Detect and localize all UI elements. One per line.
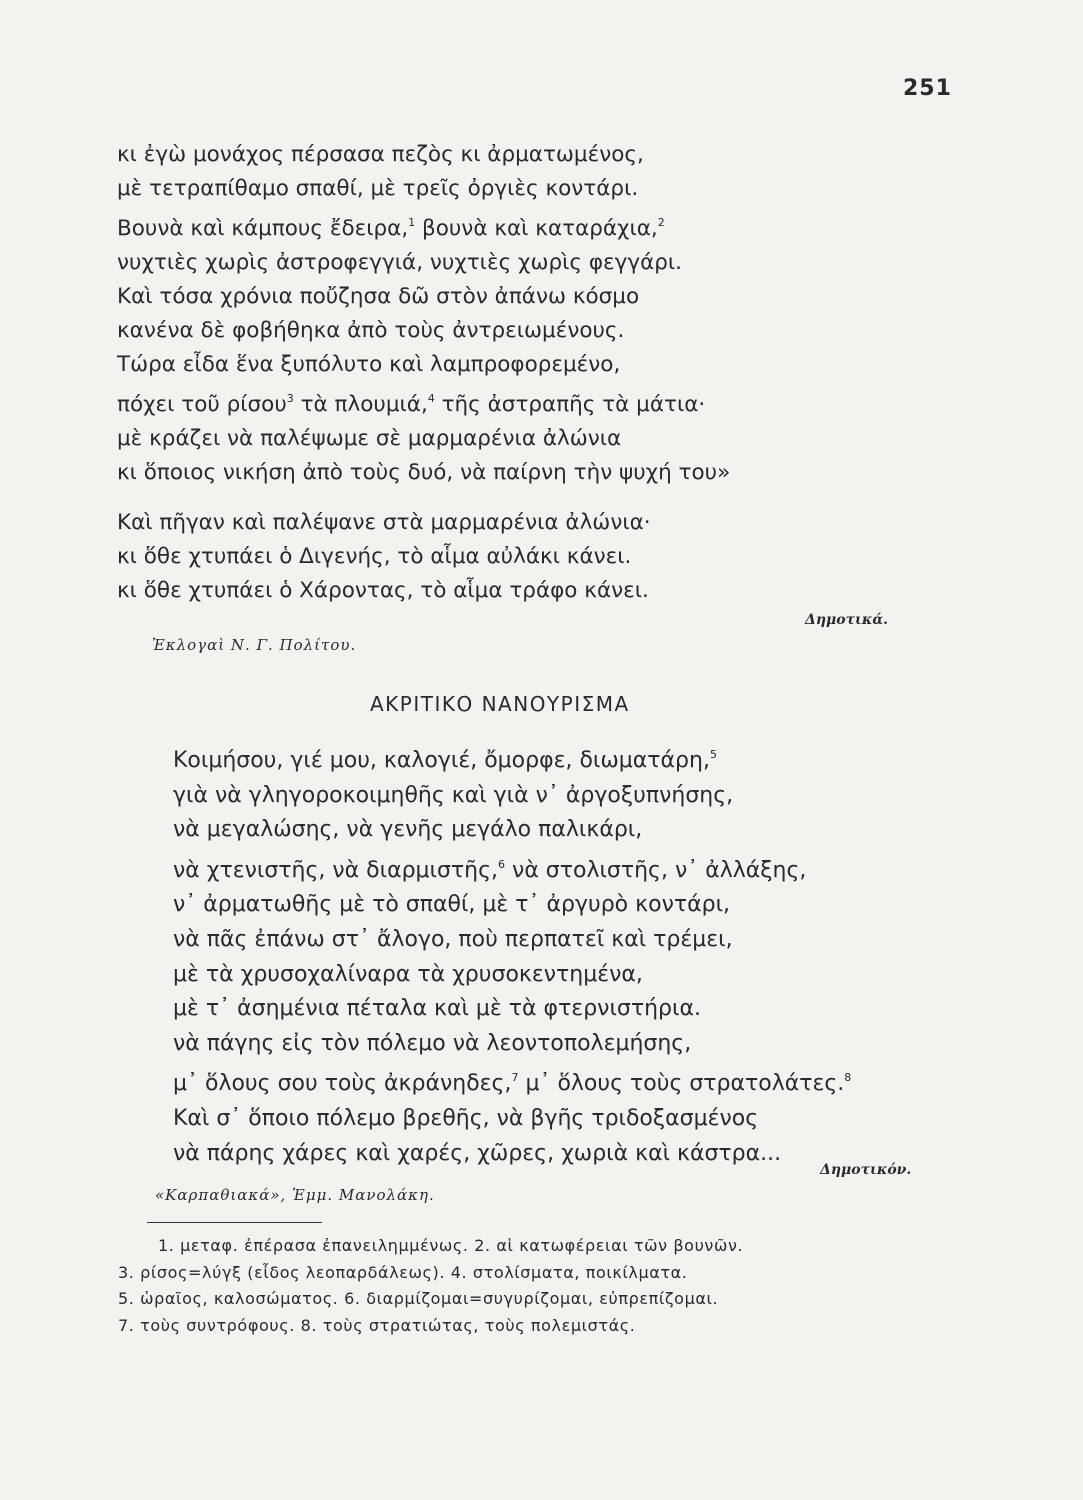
footnote-ref: 1 <box>408 216 416 229</box>
footnotes <box>118 1233 743 1339</box>
verse-line: Κοιμήσου, γιέ μου, καλογιέ, ὄμορφε, διωματάρη,$^5$ <box>173 748 717 773</box>
verse-line: κι ἐγὼ μονάχος πέρσασα πεζὸς κι ἀρματωμένος, <box>117 142 644 167</box>
verse-line: Καὶ πῆγαν καὶ παλέψανε στὰ μαρμαρένια ἀλώνια· <box>117 510 651 535</box>
footnote-line: 3. ρίσος=λύγξ (εἶδος λεοπαρδάλεως). 4. στολίσματα, ποικίλματα. <box>118 1262 688 1282</box>
signature-demotika: Δημοτικά. <box>805 612 888 628</box>
verse-line: νὰ πᾶς ἐπάνω στ᾿ ἄλογο, ποὺ περπατεῖ καὶ τρέμει, <box>173 926 733 952</box>
verse-line: νὰ μεγαλώσης, νὰ γενῆς μεγάλο παλικάρι, <box>173 817 643 843</box>
verse-line: Καὶ τόσα χρόνια ποὔζησα δῶ στὸν ἀπάνω κόσμο <box>117 284 640 309</box>
poem-excerpt-2 <box>117 506 651 608</box>
footnote-line: 5. ὡραῖος, καλοσώματος. 6. διαρμίζομαι=συγυρίζομαι, εὐπρεπίζομαι. <box>118 1289 719 1308</box>
verse-line: νυχτιὲς χωρὶς ἀστροφεγγιά, νυχτιὲς χωρὶς φεγγάρι. <box>117 250 683 275</box>
verse-line: Καὶ σ᾿ ὅποιο πόλεμο βρεθῆς, νὰ βγῆς τριδοξασμένος <box>173 1105 759 1131</box>
verse-line: κι ὅποιος νικήση ἀπὸ τοὺς δυό, νὰ παίρνη τὴν ψυχή του» <box>117 460 731 485</box>
verse-line: μὲ κράζει νὰ παλέψωμε σὲ μαρμαρένια ἀλώνια <box>117 426 622 451</box>
footnote-ref: 6 <box>498 857 506 871</box>
verse-line: μὲ τ᾿ ἀσημένια πέταλα καὶ μὲ τὰ φτερνιστήρια. <box>173 996 701 1022</box>
verse-line: νὰ πάγης εἰς τὸν πόλεμο νὰ λεοντοπολεμήσης, <box>173 1030 692 1056</box>
verse-line: νὰ πάρης χάρες καὶ χαρές, χῶρες, χωριὰ καὶ κάστρα... <box>173 1140 782 1166</box>
source-citation-2: «Καρπαθιακά», Ἐμμ. Μανολάκη. <box>155 1186 435 1204</box>
footnote-ref: 2 <box>657 216 665 229</box>
footnote-ref: 4 <box>427 392 435 405</box>
verse-line: μὲ τὰ χρυσοχαλίναρα τὰ χρυσοκεντημένα, <box>173 961 643 987</box>
footnote-divider <box>147 1222 322 1223</box>
source-citation-1: Ἐκλογαὶ Ν. Γ. Πολίτου. <box>152 636 357 654</box>
poem-excerpt-1 <box>117 138 730 490</box>
verse-line: μὲ τετραπίθαμο σπαθί, μὲ τρεῖς ὀργιὲς κοντάρι. <box>117 176 639 201</box>
verse-line: ν᾿ ἀρματωθῆς μὲ τὸ σπαθί, μὲ τ᾿ ἀργυρὸ κοντάρι, <box>173 892 731 918</box>
verse-line: μ᾿ ὅλους σου τοὺς ἀκράνηδες,$^7$ μ᾿ ὅλους τοὺς στρατολάτες.$^8$ <box>173 1071 852 1097</box>
signature-demotikon: Δημοτικόν. <box>820 1162 912 1178</box>
verse-line: κι ὅθε χτυπάει ὁ Χάροντας, τὸ αἷμα τράφο κάνει. <box>117 578 649 603</box>
footnote-ref: 8 <box>844 1071 852 1085</box>
poem-title: ΑΚΡΙΤΙΚΟ ΝΑΝΟΥΡΙΣΜΑ <box>370 692 630 716</box>
lullaby-poem <box>173 738 851 1171</box>
footnote-line: 7. τοὺς συντρόφους. 8. τοὺς στρατιώτας, τοὺς πολεμιστάς. <box>118 1315 636 1335</box>
footnote-line: 1. μεταφ. ἐπέρασα ἐπανειλημμένως. 2. αἱ κατωφέρειαι τῶν βουνῶν. <box>158 1236 744 1255</box>
verse-line: πόχει τοῦ ρίσου$^3$ τὰ πλουμιά,$^4$ τῆς ἀστραπῆς τὰ μάτια· <box>117 392 706 417</box>
verse-line: νὰ χτενιστῆς, νὰ διαρμιστῆς,$^6$ νὰ στολιστῆς, ν᾿ ἀλλάξης, <box>173 857 807 883</box>
footnote-ref: 5 <box>709 748 717 761</box>
verse-line: κανένα δὲ φοβήθηκα ἀπὸ τοὺς ἀντρειωμένους. <box>117 318 625 343</box>
verse-line: κι ὅθε χτυπάει ὁ Διγενής, τὸ αἷμα αὐλάκι κάνει. <box>117 544 632 569</box>
page-number: 251 <box>903 76 952 101</box>
verse-line: γιὰ νὰ γληγοροκοιμηθῆς καὶ γιὰ ν᾿ ἀργοξυπνήσης, <box>173 782 734 808</box>
verse-line: Βουνὰ καὶ κάμπους ἔδειρα,$^1$ βουνὰ καὶ καταράχια,$^2$ <box>117 216 665 241</box>
footnote-ref: 7 <box>511 1071 519 1085</box>
footnote-ref: 3 <box>286 392 294 405</box>
verse-line: Τώρα εἶδα ἕνα ξυπόλυτο καὶ λαμπροφορεμένο, <box>117 352 621 377</box>
